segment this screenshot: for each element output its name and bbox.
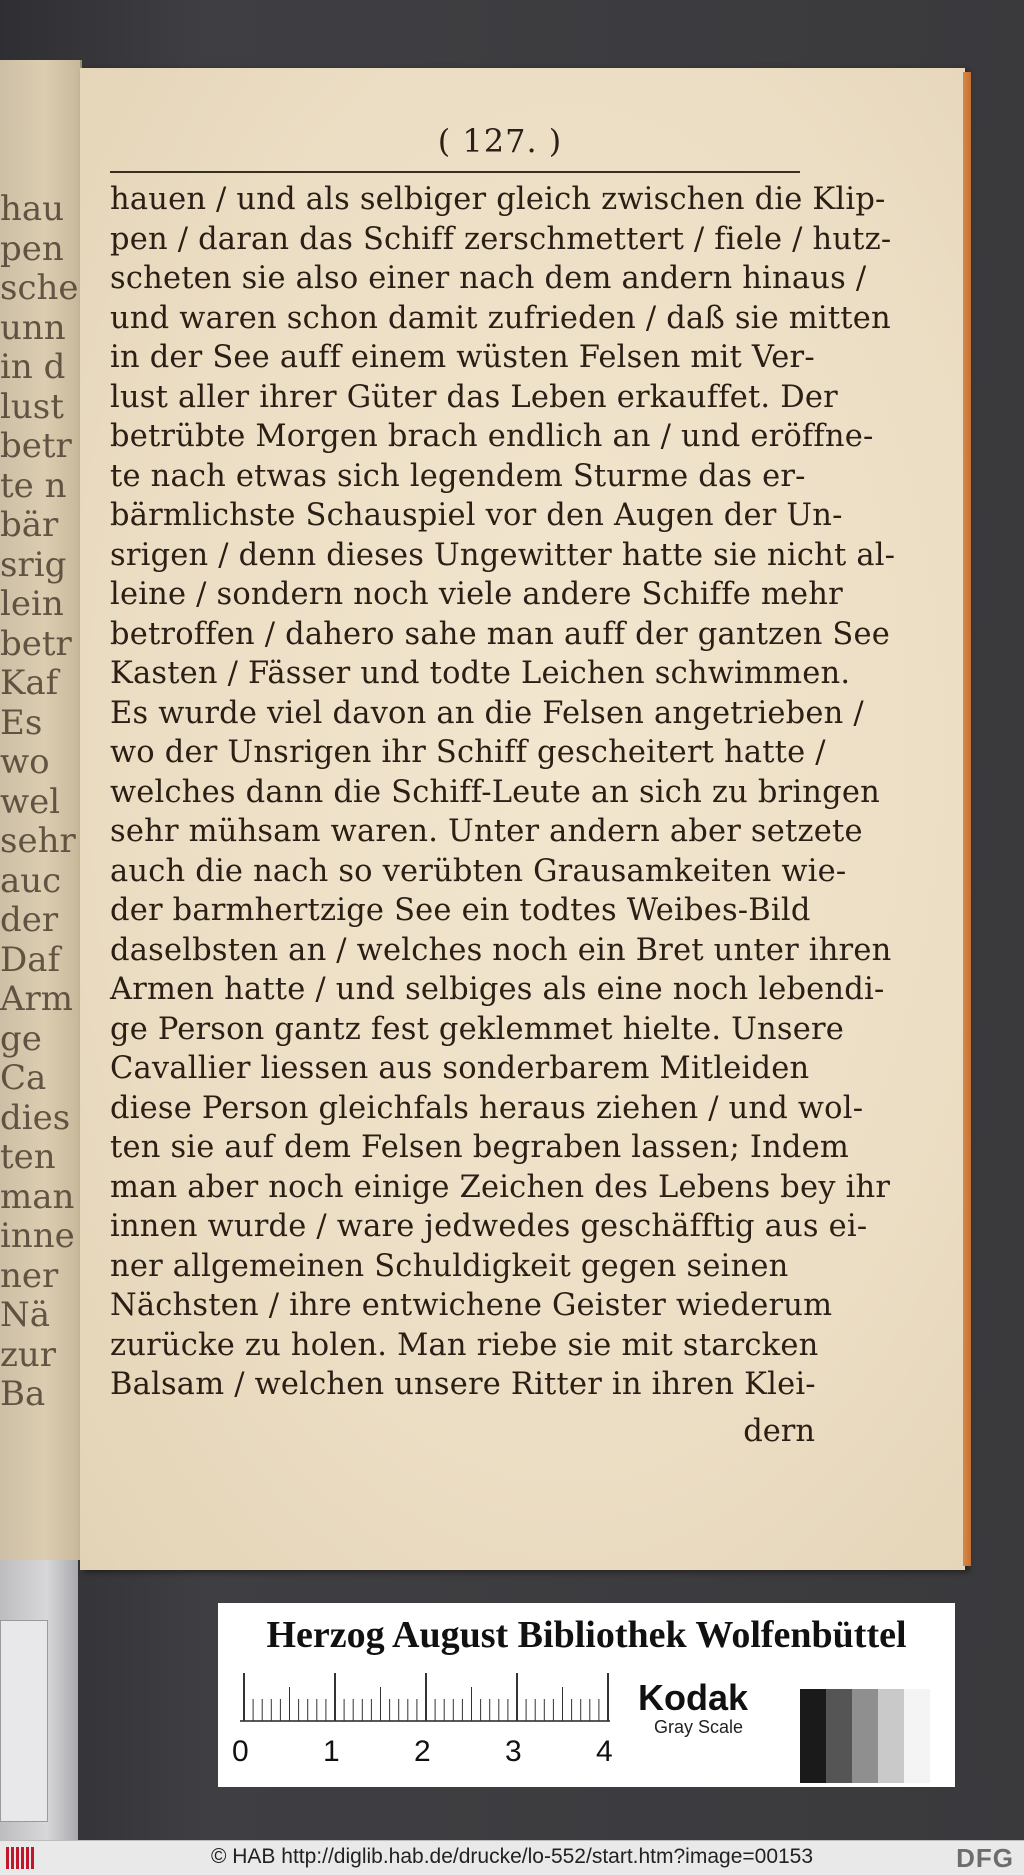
previous-page-fragment: man [0, 1176, 75, 1217]
previous-page-fragment: Kaf [0, 663, 59, 703]
page-edge [963, 72, 971, 1566]
ruler-label: 3 [505, 1735, 522, 1768]
header-rule [110, 171, 800, 173]
gray-patches [800, 1689, 930, 1783]
text-line: diese Person gleichfals heraus ziehen / und wol- [110, 1090, 864, 1126]
previous-page-text-fragments [0, 189, 79, 1415]
previous-page-fragment: ner [0, 1255, 59, 1296]
previous-page-fragment: Arm [0, 979, 74, 1019]
previous-page-fragment: inne [0, 1216, 75, 1256]
text-line: Cavallier liessen aus sonderbarem Mitleiden [110, 1051, 810, 1086]
previous-page-fragment: unn [0, 307, 66, 348]
previous-page-fragment: Daf [0, 939, 61, 980]
ruler-label: 1 [323, 1735, 340, 1768]
gray-patch [878, 1689, 904, 1783]
previous-page-fragment: betr [0, 623, 72, 664]
previous-page-fragment: pen [0, 228, 64, 269]
text-line: man aber noch einige Zeichen des Lebens bey ihr [110, 1169, 891, 1205]
ruler-label: 4 [596, 1735, 613, 1768]
text-line: bärmlichste Schauspiel vor den Augen der Un- [110, 498, 843, 533]
text-line: auch die nach so verübten Grausamkeiten wie- [110, 853, 847, 889]
text-line: hauen / und als selbiger gleich zwischen die Klip- [110, 182, 886, 217]
previous-page-fragment: hau [0, 189, 65, 229]
previous-page-fragment: sche [0, 268, 79, 308]
text-line: in der See auff einem wüsten Felsen mit Ver- [110, 340, 815, 375]
previous-page-fragment: Nä [0, 1295, 51, 1335]
text-line: srigen / denn dieses Ungewitter hatte sie nicht al- [110, 537, 896, 573]
text-line: Balsam / welchen unsere Ritter in ihren Klei- [110, 1367, 816, 1402]
previous-page-fragment: srig [0, 544, 67, 585]
page-text-block [110, 180, 896, 1405]
ruler-label: 0 [232, 1735, 249, 1768]
previous-page-fragment: betr [0, 426, 72, 466]
ruler-labels [232, 1735, 632, 1771]
catchword: dern [743, 1414, 815, 1449]
previous-page-fragment: Ca [0, 1058, 47, 1098]
previous-page-fragment: bär [0, 505, 59, 545]
text-line: Es wurde viel davon an die Felsen angetrieben / [110, 695, 864, 731]
text-line: innen wurde / ware jedwedes geschäfftig aus ei- [110, 1209, 868, 1244]
previous-page-edge [0, 60, 82, 1560]
previous-page-fragment: lust [0, 386, 64, 427]
previous-page-fragment: Es [0, 702, 43, 743]
gray-patch [904, 1689, 930, 1783]
book-page [80, 68, 965, 1570]
previous-page-fragment: sehr [0, 821, 76, 861]
previous-page-fragment: in d [0, 347, 66, 387]
text-line: leine / sondern noch viele andere Schiffe mehr [110, 577, 843, 612]
gray-scale-label: Gray Scale [654, 1717, 744, 1737]
previous-page-fragment: Ba [0, 1374, 46, 1414]
ruler-scale [240, 1673, 610, 1723]
text-line: pen / daran das Schiff zerschmettert / fiele / hutz- [110, 221, 892, 257]
previous-page-fragment: zur [0, 1334, 57, 1375]
text-line: Kasten / Fässer und todte Leichen schwimmen. [110, 656, 851, 691]
previous-page-fragment: ge [0, 1018, 42, 1059]
text-line: sehr mühsam waren. Unter andern aber setzete [110, 814, 863, 849]
text-line: wo der Unsrigen ihr Schiff gescheitert hatte / [110, 735, 826, 770]
previous-page-fragment: te n [0, 465, 67, 506]
text-line: der barmhertzige See ein todtes Weibes-Bild [110, 893, 811, 928]
previous-page-fragment: wel [0, 781, 61, 822]
text-line: te nach etwas sich legendem Sturme das er- [110, 458, 806, 494]
ruler-label: 2 [414, 1735, 431, 1768]
text-line: ten sie auf dem Felsen begraben lassen; Indem [110, 1130, 850, 1165]
previous-page-fragment: der [0, 900, 59, 940]
text-line: lust aller ihrer Güter das Leben erkauffet. Der [110, 379, 838, 415]
previous-page-fragment: dies [0, 1097, 71, 1138]
library-title: Herzog August Bibliothek Wolfenbüttel [266, 1614, 907, 1656]
left-scan-strip [0, 1560, 78, 1850]
page-number: ( 127. ) [437, 122, 563, 160]
text-line: welches dann die Schiff-Leute an sich zu bringen [110, 774, 880, 810]
gray-scale-card [218, 1603, 955, 1787]
text-line: Armen hatte / und selbiges als eine noch lebendi- [110, 972, 885, 1007]
left-strip-inner [0, 1620, 48, 1822]
previous-page-fragment: ten [0, 1137, 56, 1177]
previous-page-fragment: wo [0, 742, 50, 782]
text-line: zurücke zu holen. Man riebe sie mit starcken [110, 1327, 819, 1363]
previous-page-fragment: auc [0, 860, 62, 901]
footer-bar [0, 1840, 1024, 1875]
text-line: daselbsten an / welches noch ein Bret unter ihren [110, 932, 892, 968]
kodak-logo: Kodak [638, 1677, 749, 1718]
text-line: scheten sie also einer nach dem andern hinaus / [110, 261, 867, 296]
text-line: Nächsten / ihre entwichene Geister wiederum [110, 1288, 833, 1323]
text-line: ner allgemeinen Schuldigkeit gegen seinen [110, 1248, 789, 1284]
text-line: betroffen / dahero sahe man auff der gantzen See [110, 616, 891, 652]
gray-patch [826, 1689, 852, 1783]
text-line: ge Person gantz fest geklemmet hielte. Unsere [110, 1011, 845, 1047]
dfg-logo: DFG [956, 1843, 1014, 1873]
footer-source-link[interactable]: © HAB http://diglib.hab.de/drucke/lo-552/start.htm?image=00153 [210, 1845, 814, 1868]
gray-patch [800, 1689, 826, 1783]
text-line: und waren schon damit zufrieden / daß sie mitten [110, 300, 891, 336]
previous-page-fragment: lein [0, 584, 64, 624]
gray-patch [852, 1689, 878, 1783]
text-line: betrübte Morgen brach endlich an / und eröffne- [110, 419, 874, 454]
